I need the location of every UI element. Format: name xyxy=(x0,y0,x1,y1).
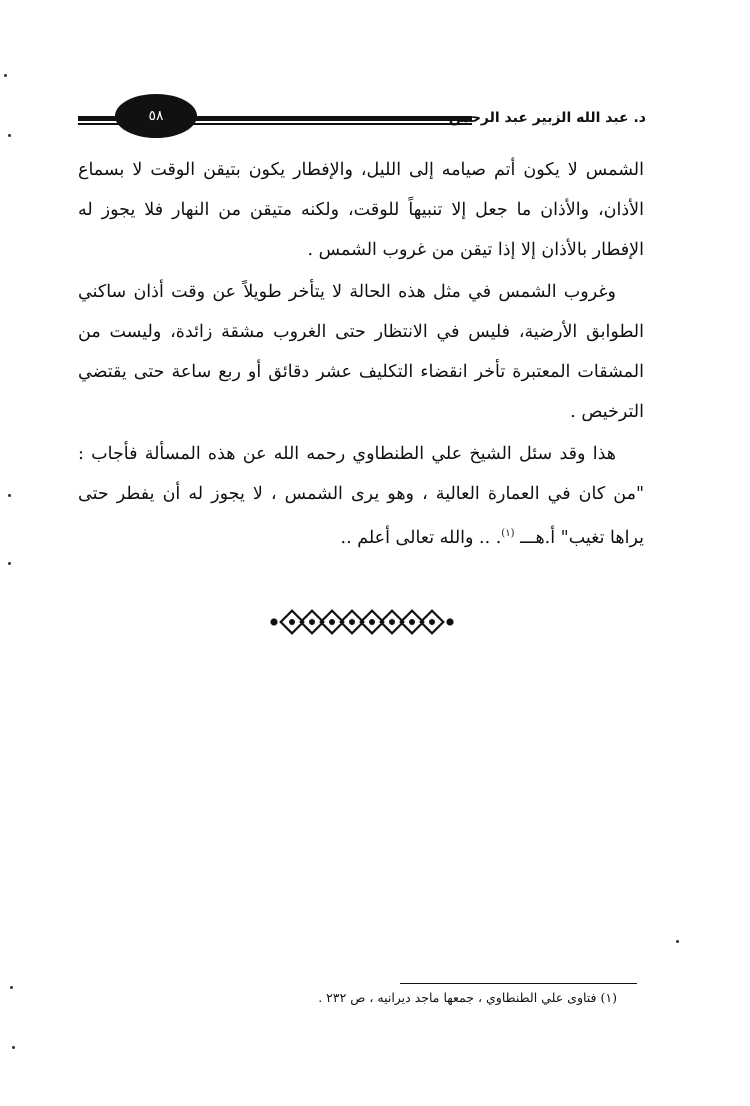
body-text xyxy=(78,150,644,560)
paragraph-2: وغروب الشمس في مثل هذه الحالة لا يتأخر طويلاً عن وقت أذان ساكني الطوابق الأرضية، فليس في الانتظار حتى الغروب مشقة زائدة، وليست من المشقات المعتبرة تأخر انقضاء التكليف عشر دقائق أو ربع ساعة حتى يقتضي الترخيص . xyxy=(78,282,644,422)
footnote-separator xyxy=(400,983,637,984)
closing-text: . .. والله تعالى أعلم .. xyxy=(340,527,502,548)
scan-speck xyxy=(12,1046,15,1049)
scan-speck xyxy=(8,494,11,497)
paragraph-3 xyxy=(78,434,644,558)
section-divider-ornament xyxy=(268,602,456,642)
paragraph-3-text: هذا وقد سئل الشيخ علي الطنطاوي رحمه الله عن هذه المسألة فأجاب : "من كان في العمارة العالية ، وهو يرى الشمس ، لا يجوز له أن يفطر حتى يراها تغيب" أ.هـــ xyxy=(78,444,645,548)
paragraph-1: الشمس لا يكون أتم صيامه إلى الليل، والإفطار يكون بتيقن الوقت لا بسماع الأذان، والأذان ما جعل إلا تنبيهاً للوقت، ولكنه متيقن من النهار فلا يجوز له الإفطار بالأذان إلا إذا تيقن من غروب الشمس . xyxy=(78,160,644,260)
scan-speck xyxy=(8,134,11,137)
scan-speck xyxy=(8,562,11,565)
scan-speck xyxy=(10,986,13,989)
page-number: ٥٨ xyxy=(148,108,164,124)
footnote-marker: (١) xyxy=(501,528,515,539)
page-number-badge xyxy=(115,94,197,138)
footnote: (١) فتاوى علي الطنطاوي ، جمعها ماجد ديرانيه ، ص ٢٣٢ . xyxy=(318,990,617,1005)
author-name: د. عبد الله الزبير عبد الرحمن xyxy=(448,110,646,126)
scan-speck xyxy=(676,940,679,943)
scan-speck xyxy=(4,74,7,77)
